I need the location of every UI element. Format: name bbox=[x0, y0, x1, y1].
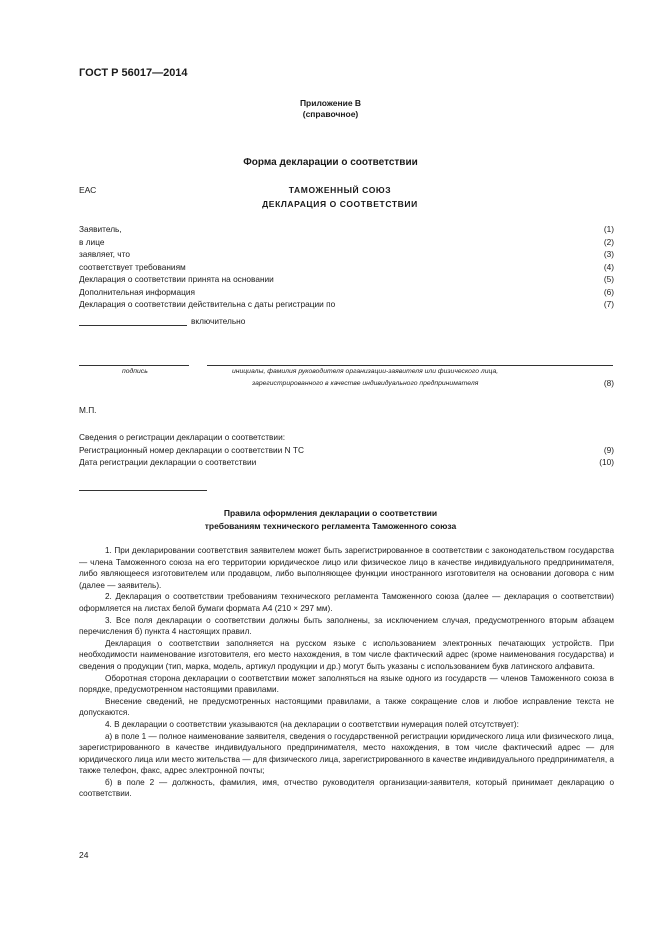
signature-field-number: (8) bbox=[603, 378, 614, 388]
field-label: в лице bbox=[79, 236, 105, 247]
field-label: Заявитель, bbox=[79, 224, 122, 234]
paragraph: Оборотная сторона декларации о соответствии может заполняться на языке одного из государств — членов Таможенного союза в порядке, предусмотренном настоящими правилами. bbox=[79, 673, 614, 695]
field-row bbox=[79, 298, 614, 311]
field-label: Декларация о соответствии принята на основании bbox=[79, 274, 274, 284]
appendix-subtitle: (справочное) bbox=[302, 109, 359, 119]
field-number: (1) bbox=[603, 224, 614, 234]
field-number: (5) bbox=[603, 274, 614, 284]
union-line-1: ТАМОЖЕННЫЙ СОЮЗ bbox=[288, 185, 392, 195]
registration-title: Сведения о регистрации декларации о соответствии: bbox=[79, 432, 286, 442]
field-number: (3) bbox=[603, 249, 614, 259]
paragraph: Внесение сведений, не предусмотренных настоящими правилами, а также сокращение слов и любое исправление текста не допускаются. bbox=[79, 696, 614, 718]
registration-block bbox=[79, 431, 614, 469]
rules-title bbox=[0, 507, 661, 533]
customs-union-heading bbox=[240, 183, 440, 211]
rules-body bbox=[79, 545, 614, 800]
field-row bbox=[79, 261, 614, 274]
eac-mark: ЕАС bbox=[79, 185, 97, 195]
signature-caption: подпись bbox=[122, 368, 148, 375]
page-number: 24 bbox=[79, 850, 89, 860]
union-line-2: ДЕКЛАРАЦИЯ О СООТВЕТСТВИИ bbox=[262, 199, 418, 209]
reg-date-row bbox=[79, 456, 614, 469]
paragraph: 2. Декларация о соответствии требованиям технического регламента Таможенного союза (далее — декларация о соответствии) оформляется на листах белой бумаги формата А4 (210 × 297 мм). bbox=[79, 592, 614, 613]
paragraph: Декларация о соответствии заполняется на русском языке с использованием электронных печатающих устройств. При необходимости наименование изготовителя, его место нахождения, в том числе фактический адрес (кроме наименования государства) и сведения о продукции (тип, марка, модель, артикул продукции и др.) могут быть указаны с использованием букв латинского алфавита. bbox=[79, 638, 614, 671]
rules-title-line-1: Правила оформления декларации о соответствии bbox=[223, 508, 438, 518]
rules-title-line-2: требованиям технического регламента Таможенного союза bbox=[204, 521, 457, 531]
field-row bbox=[79, 286, 614, 299]
field-label: заявляет, что bbox=[79, 249, 130, 259]
initials-caption-2: зарегистрированного в качестве индивидуального предпринимателя bbox=[252, 380, 479, 387]
footnote-separator bbox=[79, 490, 207, 491]
field-label: Дополнительная информация bbox=[79, 286, 195, 297]
initials-caption-1: инициалы, фамилия руководителя организации-заявителя или физического лица, bbox=[232, 368, 499, 375]
reg-number-label: Регистрационный номер декларации о соответствии N ТС bbox=[79, 444, 304, 455]
stamp-place: М.П. bbox=[79, 405, 97, 415]
paragraph: 4. В декларации о соответствии указываются (на декларации о соответствии нумерация полей отсутствует): bbox=[105, 719, 519, 729]
field-number: (2) bbox=[603, 236, 614, 247]
field-row bbox=[79, 236, 614, 249]
field-number: (4) bbox=[603, 261, 614, 272]
reg-number-field-number: (9) bbox=[603, 444, 614, 455]
field-row bbox=[79, 273, 614, 286]
paragraph: б) в поле 2 — должность, фамилия, имя, отчество руководителя организации-заявителя, который принимает декларацию о соответствии. bbox=[79, 777, 614, 799]
field-number: (7) bbox=[603, 299, 614, 309]
field-label: соответствует требованиям bbox=[79, 261, 186, 272]
paragraph: 1. При декларировании соответствия заявителем может быть зарегистрированное в соответствии с законодательством государства — члена Таможенного союза на его территории юридическое лицо или физическое лицо в качестве индивидуального предпринимателя, либо являющееся изготовителем или продавцом, либо выполняющее функции иностранного изготовителя на основании договора с ним (далее — заявитель). bbox=[79, 546, 614, 590]
reg-number-row bbox=[79, 444, 614, 457]
appendix-title: Приложение В bbox=[299, 98, 362, 108]
initials-line bbox=[207, 365, 613, 366]
paragraph: а) в поле 1 — полное наименование заявителя, сведения о государственной регистрации юридического лица или физического лица, зарегистрированного в качестве индивидуального предпринимателя, место нахождения, в том числе фактический адрес — для юридического лица или место жительства — для физического лица, зарегистрированного в качестве индивидуального предпринимателя, а также телефон, факс, адрес электронной почты; bbox=[79, 731, 614, 776]
field-number: (6) bbox=[603, 286, 614, 297]
field-row bbox=[79, 223, 614, 236]
field-label: Декларация о соответствии действительна с даты регистрации по bbox=[79, 299, 336, 309]
signature-line bbox=[79, 365, 189, 366]
date-line bbox=[79, 325, 187, 326]
form-title: Форма декларации о соответствии bbox=[243, 157, 418, 168]
paragraph: 3. Все поля декларации о соответствии должны быть заполнены, за исключением случая, предусмотренного вторым абзацем перечисления б) пункта 4 настоящих правил. bbox=[79, 615, 614, 637]
inclusive-label: включительно bbox=[191, 316, 246, 326]
reg-date-label: Дата регистрации декларации о соответствии bbox=[79, 457, 257, 467]
field-row bbox=[79, 248, 614, 261]
document-number: ГОСТ Р 56017—2014 bbox=[79, 67, 188, 79]
reg-date-field-number: (10) bbox=[599, 457, 614, 467]
